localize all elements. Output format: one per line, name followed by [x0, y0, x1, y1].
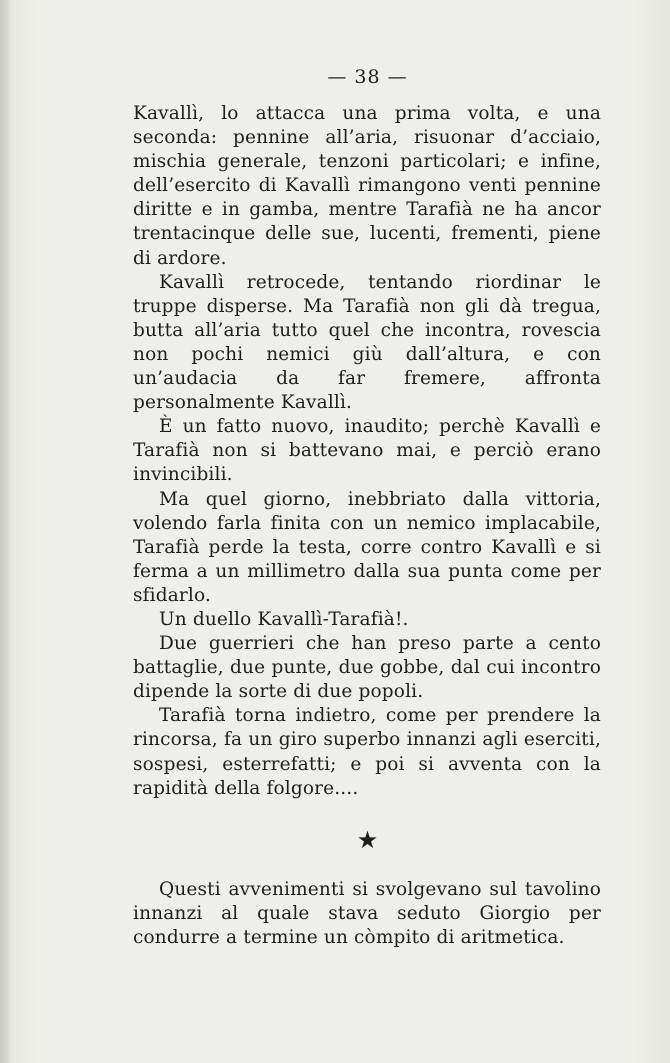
- closing-text: [133, 878, 601, 950]
- page-number: — 38 —: [327, 66, 408, 88]
- paragraph-5: Un duello Kavallì-Tarafià!.: [159, 608, 409, 630]
- paragraph-4: Ma quel giorno, inebbriato dalla vittoria, volendo farla finita con un nemico implacabile, Tarafià perde la testa, corre contro Kavallì e si ferma a un millimetro dalla sua punta come per sfidarlo.: [133, 488, 601, 606]
- closing-paragraph: Questi avvenimenti si svolgevano sul tavolino innanzi al quale stava seduto Giorgio per condurre a termine un còmpito di aritmetica.: [133, 879, 601, 949]
- section-separator-star: ★: [356, 826, 379, 854]
- page-binding-edge: [0, 0, 10, 1063]
- main-text: [133, 102, 601, 801]
- paragraph-6: Due guerrieri che han preso parte a cento battaglie, due punte, due gobbe, dal cui incontro dipende la sorte di due popoli.: [133, 633, 601, 703]
- paragraph-3: È un fatto nuovo, inaudito; perchè Kavallì e Tarafià non si battevano mai, e perciò erano invincibili.: [133, 416, 601, 486]
- paragraph-1: Kavallì, lo attacca una prima volta, e una seconda: pennine all’aria, risuonar d’acciaio, mischia generale, tenzoni particolari; e infine, dell’esercito di Kavallì rimangono venti pennine diritte e in gamba, mentre Tarafià ne ha ancor trentacinque delle sue, lucenti, frementi, piene di ardore.: [133, 103, 601, 269]
- paragraph-2: Kavallì retrocede, tentando riordinar le truppe disperse. Ma Tarafià non gli dà tregua, butta all’aria tutto quel che incontra, rovescia non pochi nemici giù dall’altura, e con un’audacia da far fremere, affronta personalmente Kavallì.: [133, 271, 601, 414]
- paragraph-7: Tarafià torna indietro, come per prendere la rincorsa, fa un giro superbo innanzi agli eserciti, sospesi, esterrefatti; e poi si avventa con la rapidità della folgore....: [133, 705, 601, 799]
